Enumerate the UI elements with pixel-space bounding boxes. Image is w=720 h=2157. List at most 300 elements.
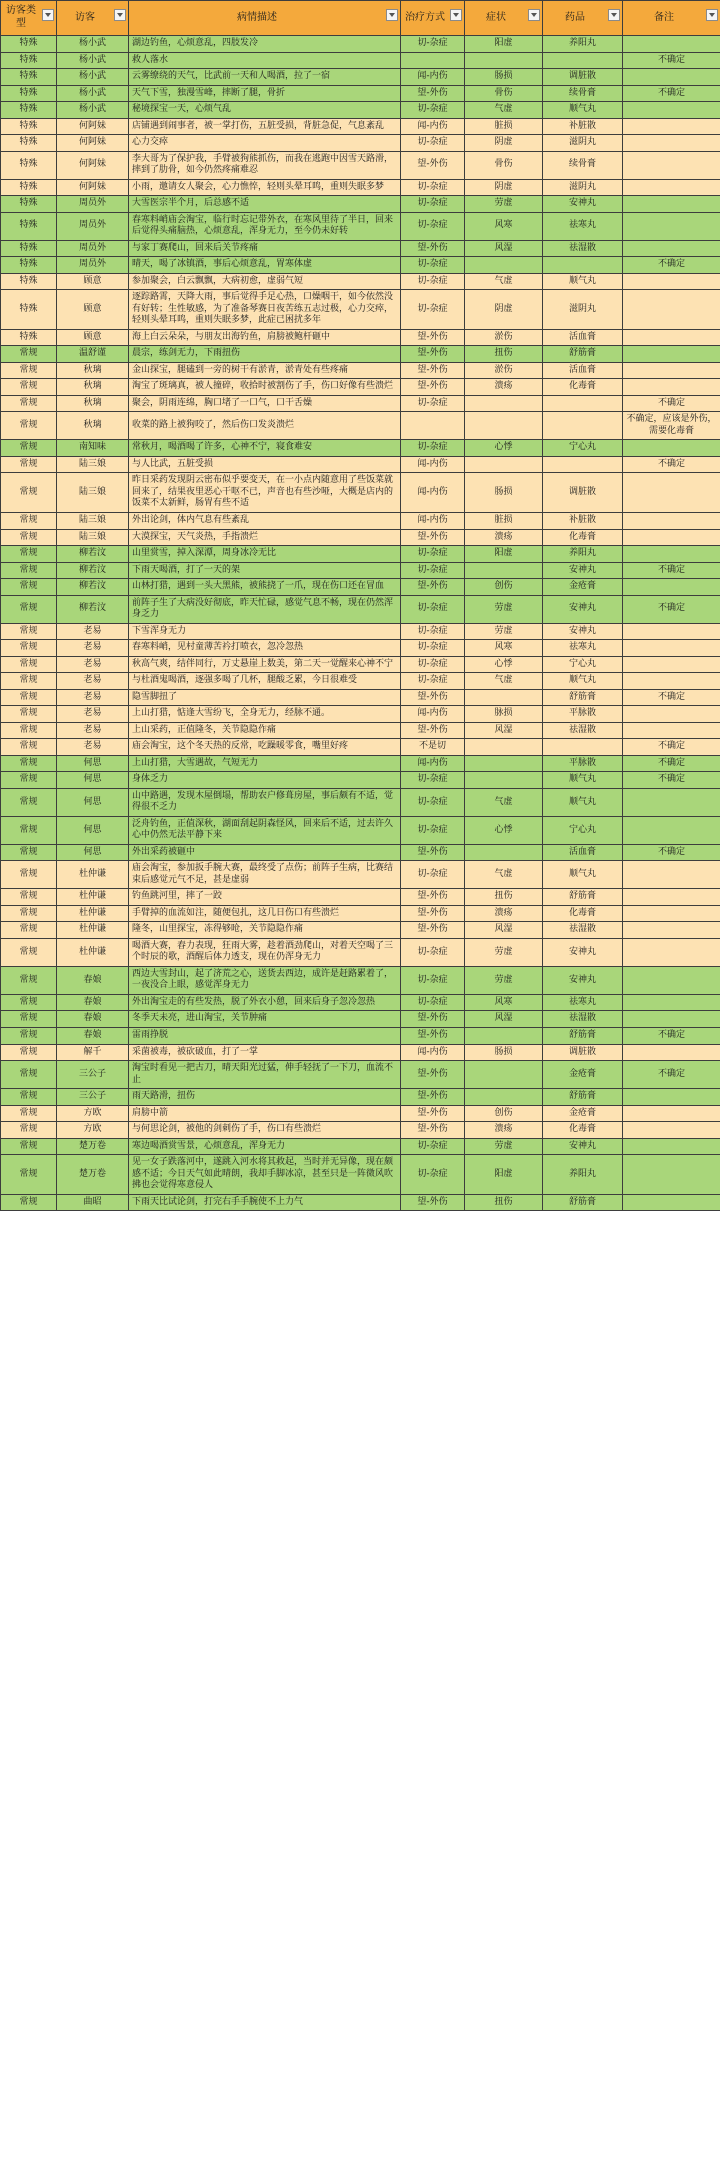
cell-visitor-type[interactable]: 常规 bbox=[1, 346, 57, 363]
cell-symptom[interactable]: 肠损 bbox=[465, 69, 543, 86]
cell-treatment[interactable]: 望-外伤 bbox=[401, 529, 465, 546]
cell-visitor[interactable]: 三公子 bbox=[57, 1061, 129, 1089]
cell-visitor[interactable]: 陆三娘 bbox=[57, 529, 129, 546]
cell-visitor-type[interactable]: 常规 bbox=[1, 473, 57, 513]
cell-symptom[interactable]: 骨伤 bbox=[465, 85, 543, 102]
cell-medicine[interactable]: 顺气丸 bbox=[543, 273, 623, 290]
cell-visitor-type[interactable]: 常规 bbox=[1, 512, 57, 529]
cell-visitor-type[interactable]: 特殊 bbox=[1, 179, 57, 196]
cell-note[interactable] bbox=[623, 938, 720, 966]
cell-treatment[interactable]: 望-外伤 bbox=[401, 1011, 465, 1028]
cell-treatment[interactable]: 望-外伤 bbox=[401, 1061, 465, 1089]
cell-note[interactable] bbox=[623, 473, 720, 513]
cell-description[interactable]: 上山打猎，惦逢大雪纷飞，全身无力，经脉不通。 bbox=[129, 706, 401, 723]
cell-description[interactable]: 冬季天未亮，进山淘宝，关节肿痛 bbox=[129, 1011, 401, 1028]
cell-treatment[interactable]: 切-杂症 bbox=[401, 440, 465, 457]
cell-treatment[interactable]: 望-外伤 bbox=[401, 85, 465, 102]
cell-visitor[interactable]: 春娘 bbox=[57, 994, 129, 1011]
cell-medicine[interactable]: 活血膏 bbox=[543, 329, 623, 346]
cell-visitor-type[interactable]: 常规 bbox=[1, 861, 57, 889]
cell-description[interactable]: 秋高气爽，结伴同行，万丈悬崖上数美，第二天一觉醒来心神不宁 bbox=[129, 656, 401, 673]
cell-note[interactable]: 不确定 bbox=[623, 85, 720, 102]
cell-note[interactable] bbox=[623, 362, 720, 379]
cell-description[interactable]: 大雪医宗半个月，后总感不适 bbox=[129, 196, 401, 213]
cell-visitor-type[interactable]: 特殊 bbox=[1, 273, 57, 290]
cell-symptom[interactable] bbox=[465, 257, 543, 274]
cell-medicine[interactable]: 祛寒丸 bbox=[543, 212, 623, 240]
cell-visitor[interactable]: 方欧 bbox=[57, 1105, 129, 1122]
cell-visitor[interactable]: 杨小武 bbox=[57, 102, 129, 119]
cell-description[interactable]: 天气下雪，独漫雪峰，摔断了腿，骨折 bbox=[129, 85, 401, 102]
cell-visitor-type[interactable]: 特殊 bbox=[1, 290, 57, 330]
cell-treatment[interactable]: 望-外伤 bbox=[401, 722, 465, 739]
cell-symptom[interactable]: 风湿 bbox=[465, 240, 543, 257]
cell-symptom[interactable]: 劳虚 bbox=[465, 966, 543, 994]
cell-treatment[interactable] bbox=[401, 52, 465, 69]
cell-medicine[interactable]: 安神丸 bbox=[543, 595, 623, 623]
cell-medicine[interactable]: 平脉散 bbox=[543, 706, 623, 723]
cell-description[interactable]: 山里赏雪，掉入深潭，周身冰冷无比 bbox=[129, 546, 401, 563]
cell-note[interactable]: 不确定 bbox=[623, 844, 720, 861]
cell-visitor[interactable]: 何阿妹 bbox=[57, 118, 129, 135]
cell-medicine[interactable]: 安神丸 bbox=[543, 938, 623, 966]
cell-medicine[interactable] bbox=[543, 395, 623, 412]
cell-treatment[interactable]: 切-杂症 bbox=[401, 595, 465, 623]
cell-symptom[interactable]: 气虚 bbox=[465, 861, 543, 889]
cell-description[interactable]: 西边大雪封山，起了济荒之心，送货去西边，成许是赶路累着了，一夜没合上眼，感觉浑身无力 bbox=[129, 966, 401, 994]
cell-symptom[interactable]: 心悸 bbox=[465, 440, 543, 457]
cell-note[interactable] bbox=[623, 1194, 720, 1211]
cell-medicine[interactable]: 化毒膏 bbox=[543, 379, 623, 396]
cell-visitor[interactable]: 何思 bbox=[57, 844, 129, 861]
cell-treatment[interactable]: 切-杂症 bbox=[401, 938, 465, 966]
cell-medicine[interactable]: 调脏散 bbox=[543, 473, 623, 513]
cell-symptom[interactable]: 淤伤 bbox=[465, 329, 543, 346]
cell-treatment[interactable]: 望-外伤 bbox=[401, 844, 465, 861]
cell-treatment[interactable]: 切-杂症 bbox=[401, 212, 465, 240]
cell-note[interactable] bbox=[623, 1044, 720, 1061]
cell-description[interactable]: 参加聚会，白云飘飘，大病初愈，虚弱气短 bbox=[129, 273, 401, 290]
cell-visitor-type[interactable]: 常规 bbox=[1, 395, 57, 412]
cell-treatment[interactable]: 切-杂症 bbox=[401, 1138, 465, 1155]
cell-visitor[interactable]: 柳若汶 bbox=[57, 579, 129, 596]
cell-treatment[interactable]: 切-杂症 bbox=[401, 656, 465, 673]
cell-note[interactable] bbox=[623, 1089, 720, 1106]
cell-medicine[interactable]: 舒筋膏 bbox=[543, 889, 623, 906]
cell-treatment[interactable]: 切-杂症 bbox=[401, 257, 465, 274]
cell-note[interactable] bbox=[623, 329, 720, 346]
cell-treatment[interactable]: 闻-内伤 bbox=[401, 69, 465, 86]
cell-visitor-type[interactable]: 常规 bbox=[1, 529, 57, 546]
cell-medicine[interactable]: 安神丸 bbox=[543, 1138, 623, 1155]
cell-medicine[interactable]: 祛湿散 bbox=[543, 722, 623, 739]
cell-note[interactable] bbox=[623, 118, 720, 135]
cell-visitor[interactable]: 何阿妹 bbox=[57, 179, 129, 196]
cell-visitor-type[interactable]: 常规 bbox=[1, 456, 57, 473]
cell-note[interactable] bbox=[623, 706, 720, 723]
cell-visitor-type[interactable]: 常规 bbox=[1, 938, 57, 966]
cell-visitor[interactable]: 解千 bbox=[57, 1044, 129, 1061]
cell-medicine[interactable]: 补脏散 bbox=[543, 118, 623, 135]
cell-description[interactable]: 海上白云朵朵，与朋友出海钓鱼，肩膀被鲍杆砸中 bbox=[129, 329, 401, 346]
cell-symptom[interactable]: 扭伤 bbox=[465, 1194, 543, 1211]
cell-visitor[interactable]: 周员外 bbox=[57, 257, 129, 274]
cell-visitor[interactable]: 何阿妹 bbox=[57, 151, 129, 179]
cell-symptom[interactable]: 扭伤 bbox=[465, 889, 543, 906]
cell-treatment[interactable]: 切-杂症 bbox=[401, 562, 465, 579]
cell-visitor-type[interactable]: 常规 bbox=[1, 922, 57, 939]
cell-medicine[interactable]: 养阳丸 bbox=[543, 546, 623, 563]
cell-description[interactable]: 喝酒大赛，舂力表现，狂雨大雾，趁着酒劲爬山，对着天空喝了三个时辰的歌，酒醒后体力透支，现在仍浑身无力 bbox=[129, 938, 401, 966]
cell-symptom[interactable]: 劳虚 bbox=[465, 595, 543, 623]
cell-description[interactable]: 外出采药被砸中 bbox=[129, 844, 401, 861]
cell-description[interactable]: 淘宝了斑璃真，被人撞碎，收拾时被割伤了手，伤口好像有些溃烂 bbox=[129, 379, 401, 396]
cell-visitor[interactable]: 老易 bbox=[57, 640, 129, 657]
cell-note[interactable]: 不确定 bbox=[623, 395, 720, 412]
cell-medicine[interactable]: 活血膏 bbox=[543, 844, 623, 861]
cell-visitor[interactable]: 老易 bbox=[57, 739, 129, 756]
cell-visitor[interactable]: 周员外 bbox=[57, 196, 129, 213]
cell-symptom[interactable]: 阳虚 bbox=[465, 546, 543, 563]
cell-treatment[interactable]: 闻-内伤 bbox=[401, 118, 465, 135]
cell-visitor-type[interactable]: 特殊 bbox=[1, 85, 57, 102]
cell-note[interactable]: 不确定 bbox=[623, 739, 720, 756]
cell-visitor[interactable]: 何思 bbox=[57, 816, 129, 844]
cell-treatment[interactable]: 切-杂症 bbox=[401, 966, 465, 994]
cell-visitor-type[interactable]: 常规 bbox=[1, 1061, 57, 1089]
cell-visitor[interactable]: 柳若汶 bbox=[57, 546, 129, 563]
cell-visitor-type[interactable]: 常规 bbox=[1, 546, 57, 563]
cell-visitor-type[interactable]: 常规 bbox=[1, 1138, 57, 1155]
cell-symptom[interactable]: 淤伤 bbox=[465, 362, 543, 379]
cell-symptom[interactable] bbox=[465, 755, 543, 772]
cell-note[interactable] bbox=[623, 273, 720, 290]
cell-visitor[interactable]: 陆三娘 bbox=[57, 473, 129, 513]
cell-visitor-type[interactable]: 常规 bbox=[1, 362, 57, 379]
cell-note[interactable] bbox=[623, 512, 720, 529]
cell-visitor[interactable]: 何思 bbox=[57, 772, 129, 789]
cell-symptom[interactable] bbox=[465, 844, 543, 861]
cell-medicine[interactable]: 化毒膏 bbox=[543, 529, 623, 546]
cell-treatment[interactable]: 切-杂症 bbox=[401, 179, 465, 196]
cell-visitor[interactable]: 秋璃 bbox=[57, 395, 129, 412]
cell-description[interactable]: 与何思论剑，被他的剑刺伤了手，伤口有些溃烂 bbox=[129, 1122, 401, 1139]
cell-treatment[interactable]: 切-杂症 bbox=[401, 623, 465, 640]
cell-treatment[interactable]: 望-外伤 bbox=[401, 1122, 465, 1139]
cell-visitor-type[interactable]: 常规 bbox=[1, 640, 57, 657]
cell-visitor[interactable]: 杜仲谦 bbox=[57, 938, 129, 966]
cell-medicine[interactable]: 顺气丸 bbox=[543, 102, 623, 119]
cell-treatment[interactable]: 闻-内伤 bbox=[401, 755, 465, 772]
cell-description[interactable]: 隐雪脚扭了 bbox=[129, 689, 401, 706]
cell-symptom[interactable]: 溃疡 bbox=[465, 529, 543, 546]
cell-symptom[interactable]: 脉损 bbox=[465, 706, 543, 723]
cell-visitor[interactable]: 老易 bbox=[57, 706, 129, 723]
cell-visitor[interactable]: 春娘 bbox=[57, 1011, 129, 1028]
cell-visitor[interactable]: 顾意 bbox=[57, 329, 129, 346]
cell-treatment[interactable]: 望-外伤 bbox=[401, 689, 465, 706]
cell-symptom[interactable]: 阴虚 bbox=[465, 290, 543, 330]
cell-note[interactable] bbox=[623, 994, 720, 1011]
cell-symptom[interactable]: 阴虚 bbox=[465, 179, 543, 196]
cell-visitor-type[interactable]: 特殊 bbox=[1, 52, 57, 69]
cell-treatment[interactable]: 望-外伤 bbox=[401, 362, 465, 379]
cell-medicine[interactable]: 安神丸 bbox=[543, 196, 623, 213]
cell-visitor[interactable]: 杜仲谦 bbox=[57, 905, 129, 922]
cell-medicine[interactable]: 养阳丸 bbox=[543, 1155, 623, 1195]
cell-symptom[interactable]: 气虚 bbox=[465, 273, 543, 290]
cell-note[interactable] bbox=[623, 788, 720, 816]
cell-description[interactable]: 春寒料峭，见村童薄苦衿打喷衣，忽冷忽热 bbox=[129, 640, 401, 657]
cell-description[interactable]: 下雨天比试论剑，打完右手手腕使不上力气 bbox=[129, 1194, 401, 1211]
cell-symptom[interactable] bbox=[465, 689, 543, 706]
cell-note[interactable] bbox=[623, 546, 720, 563]
cell-visitor-type[interactable]: 常规 bbox=[1, 1194, 57, 1211]
cell-treatment[interactable]: 望-外伤 bbox=[401, 579, 465, 596]
cell-visitor-type[interactable]: 常规 bbox=[1, 623, 57, 640]
cell-treatment[interactable]: 切-杂症 bbox=[401, 36, 465, 53]
cell-medicine[interactable]: 祛湿散 bbox=[543, 240, 623, 257]
cell-visitor[interactable]: 杨小武 bbox=[57, 69, 129, 86]
cell-note[interactable] bbox=[623, 966, 720, 994]
cell-treatment[interactable] bbox=[401, 412, 465, 440]
cell-symptom[interactable]: 溃疡 bbox=[465, 905, 543, 922]
cell-treatment[interactable]: 切-杂症 bbox=[401, 196, 465, 213]
cell-visitor-type[interactable]: 常规 bbox=[1, 595, 57, 623]
cell-note[interactable] bbox=[623, 440, 720, 457]
cell-symptom[interactable]: 肠损 bbox=[465, 1044, 543, 1061]
cell-note[interactable] bbox=[623, 1122, 720, 1139]
cell-visitor-type[interactable]: 常规 bbox=[1, 440, 57, 457]
cell-note[interactable] bbox=[623, 673, 720, 690]
cell-description[interactable]: 上山采药，正值隆冬，关节隐隐作痛 bbox=[129, 722, 401, 739]
cell-note[interactable] bbox=[623, 196, 720, 213]
cell-description[interactable]: 寒边喝酒赏雪景，心烦意乱，浑身无力 bbox=[129, 1138, 401, 1155]
cell-medicine[interactable]: 金疮膏 bbox=[543, 579, 623, 596]
cell-description[interactable]: 庙会淘宝，参加扳手腕大赛，最终受了点伤；前阵子生病，比赛结束后感觉元气不足，甚是虚弱 bbox=[129, 861, 401, 889]
cell-treatment[interactable]: 切-杂症 bbox=[401, 772, 465, 789]
cell-treatment[interactable]: 闻-内伤 bbox=[401, 512, 465, 529]
cell-note[interactable] bbox=[623, 889, 720, 906]
cell-visitor[interactable]: 杨小武 bbox=[57, 52, 129, 69]
cell-treatment[interactable]: 切-杂症 bbox=[401, 273, 465, 290]
cell-treatment[interactable]: 望-外伤 bbox=[401, 922, 465, 939]
cell-treatment[interactable]: 不是切 bbox=[401, 739, 465, 756]
cell-description[interactable]: 金山探宝，腿磕到一旁的树干有淤青，淤青处有些疼痛 bbox=[129, 362, 401, 379]
cell-medicine[interactable]: 化毒膏 bbox=[543, 1122, 623, 1139]
cell-visitor-type[interactable]: 常规 bbox=[1, 966, 57, 994]
cell-note[interactable] bbox=[623, 1138, 720, 1155]
cell-description[interactable]: 小雨，邀请女人聚会，心力憔悴，轻则头晕耳鸣，重则失眠多梦 bbox=[129, 179, 401, 196]
cell-visitor[interactable]: 春娘 bbox=[57, 966, 129, 994]
cell-description[interactable]: 采菌被毒，被砍破血，打了一掌 bbox=[129, 1044, 401, 1061]
cell-medicine[interactable]: 舒筋膏 bbox=[543, 1194, 623, 1211]
cell-symptom[interactable] bbox=[465, 456, 543, 473]
cell-description[interactable]: 与人比武，五脏受损 bbox=[129, 456, 401, 473]
cell-visitor-type[interactable]: 特殊 bbox=[1, 102, 57, 119]
cell-visitor-type[interactable]: 常规 bbox=[1, 1105, 57, 1122]
cell-description[interactable]: 外出论剑，体内气息有些紊乱 bbox=[129, 512, 401, 529]
cell-note[interactable] bbox=[623, 905, 720, 922]
cell-symptom[interactable]: 风湿 bbox=[465, 1011, 543, 1028]
cell-note[interactable] bbox=[623, 346, 720, 363]
cell-medicine[interactable]: 舒筋膏 bbox=[543, 689, 623, 706]
cell-visitor-type[interactable]: 特殊 bbox=[1, 196, 57, 213]
cell-note[interactable]: 不确定 bbox=[623, 772, 720, 789]
cell-visitor[interactable]: 老易 bbox=[57, 689, 129, 706]
cell-note[interactable] bbox=[623, 816, 720, 844]
cell-visitor[interactable]: 秋璃 bbox=[57, 362, 129, 379]
cell-visitor[interactable]: 顾意 bbox=[57, 273, 129, 290]
cell-treatment[interactable]: 切-杂症 bbox=[401, 1155, 465, 1195]
cell-note[interactable] bbox=[623, 623, 720, 640]
cell-medicine[interactable]: 安神丸 bbox=[543, 966, 623, 994]
cell-medicine[interactable]: 舒筋膏 bbox=[543, 346, 623, 363]
cell-description[interactable]: 手臂掉的血流如注，随便包扎，这几日伤口有些溃烂 bbox=[129, 905, 401, 922]
cell-visitor-type[interactable]: 常规 bbox=[1, 905, 57, 922]
cell-symptom[interactable] bbox=[465, 1028, 543, 1045]
cell-description[interactable]: 常秋月，喝酒喝了许多，心神不宁，寝食难安 bbox=[129, 440, 401, 457]
cell-treatment[interactable]: 望-外伤 bbox=[401, 905, 465, 922]
cell-visitor-type[interactable]: 常规 bbox=[1, 579, 57, 596]
cell-description[interactable]: 下雨天喝酒，打了一天的架 bbox=[129, 562, 401, 579]
cell-visitor[interactable]: 柳若汶 bbox=[57, 595, 129, 623]
cell-description[interactable]: 肩膀中箭 bbox=[129, 1105, 401, 1122]
cell-symptom[interactable]: 创伤 bbox=[465, 1105, 543, 1122]
cell-note[interactable] bbox=[623, 212, 720, 240]
cell-description[interactable]: 救人落水 bbox=[129, 52, 401, 69]
cell-description[interactable]: 淘宝时看见一把古刀，晴天阳光过猛，伸手轻抚了一下刀，血流不止 bbox=[129, 1061, 401, 1089]
cell-medicine[interactable]: 补脏散 bbox=[543, 512, 623, 529]
cell-description[interactable]: 钓鱼跳河里，摔了一跤 bbox=[129, 889, 401, 906]
cell-visitor-type[interactable]: 常规 bbox=[1, 772, 57, 789]
cell-treatment[interactable]: 望-外伤 bbox=[401, 379, 465, 396]
cell-treatment[interactable]: 切-杂症 bbox=[401, 861, 465, 889]
filter-dropdown-icon[interactable] bbox=[114, 9, 126, 21]
cell-visitor[interactable]: 南知味 bbox=[57, 440, 129, 457]
cell-description[interactable]: 晴天，喝了冰镇酒，事后心烦意乱，胃寒体虚 bbox=[129, 257, 401, 274]
cell-visitor[interactable]: 方欧 bbox=[57, 1122, 129, 1139]
cell-description[interactable]: 前阵子生了大病没好彻底，昨天忙碌，感觉气息不畅，现在仍然浑身乏力 bbox=[129, 595, 401, 623]
cell-description[interactable]: 与杜酒鬼喝酒，逐强多喝了几杯，腿酸乏累，今日很难受 bbox=[129, 673, 401, 690]
cell-note[interactable] bbox=[623, 179, 720, 196]
cell-treatment[interactable]: 望-外伤 bbox=[401, 1028, 465, 1045]
cell-description[interactable]: 聚会，阴雨连绵，胸口堵了一口气，口干舌燥 bbox=[129, 395, 401, 412]
cell-visitor-type[interactable]: 特殊 bbox=[1, 151, 57, 179]
cell-visitor-type[interactable]: 特殊 bbox=[1, 69, 57, 86]
cell-treatment[interactable]: 切-杂症 bbox=[401, 788, 465, 816]
cell-note[interactable]: 不确定 bbox=[623, 755, 720, 772]
filter-dropdown-icon[interactable] bbox=[528, 9, 540, 21]
filter-dropdown-icon[interactable] bbox=[386, 9, 398, 21]
cell-treatment[interactable]: 切-杂症 bbox=[401, 546, 465, 563]
cell-note[interactable] bbox=[623, 861, 720, 889]
cell-description[interactable]: 见一女子跌落河中，遂跳入河水将其救起，当时并无异像，现在颇感不适；今日天气如此晴朗，我却手脚冰凉，甚至只是一阵微风吹拂也会觉得寒意侵人 bbox=[129, 1155, 401, 1195]
cell-treatment[interactable]: 闻-内伤 bbox=[401, 456, 465, 473]
cell-visitor[interactable]: 周员外 bbox=[57, 212, 129, 240]
cell-medicine[interactable]: 安神丸 bbox=[543, 562, 623, 579]
cell-description[interactable]: 外出淘宝走的有些发热，脱了外衣小憩，回来后身子忽冷忽热 bbox=[129, 994, 401, 1011]
cell-symptom[interactable]: 溃疡 bbox=[465, 379, 543, 396]
cell-symptom[interactable]: 劳虚 bbox=[465, 938, 543, 966]
cell-medicine[interactable]: 顺气丸 bbox=[543, 772, 623, 789]
filter-dropdown-icon[interactable] bbox=[608, 9, 620, 21]
cell-medicine[interactable]: 滋阴丸 bbox=[543, 135, 623, 152]
cell-symptom[interactable] bbox=[465, 1061, 543, 1089]
cell-symptom[interactable] bbox=[465, 772, 543, 789]
cell-symptom[interactable]: 风寒 bbox=[465, 640, 543, 657]
cell-note[interactable] bbox=[623, 379, 720, 396]
cell-visitor-type[interactable]: 常规 bbox=[1, 788, 57, 816]
cell-medicine[interactable]: 顺气丸 bbox=[543, 861, 623, 889]
cell-symptom[interactable]: 心悸 bbox=[465, 656, 543, 673]
filter-dropdown-icon[interactable] bbox=[450, 9, 462, 21]
cell-visitor-type[interactable]: 特殊 bbox=[1, 240, 57, 257]
cell-description[interactable]: 湖边钓鱼，心烦意乱，四肢发冷 bbox=[129, 36, 401, 53]
filter-dropdown-icon[interactable] bbox=[706, 9, 718, 21]
cell-symptom[interactable]: 脏损 bbox=[465, 118, 543, 135]
cell-medicine[interactable] bbox=[543, 739, 623, 756]
cell-visitor-type[interactable]: 常规 bbox=[1, 379, 57, 396]
cell-visitor-type[interactable]: 常规 bbox=[1, 844, 57, 861]
cell-treatment[interactable]: 切-杂症 bbox=[401, 135, 465, 152]
cell-note[interactable]: 不确定 bbox=[623, 456, 720, 473]
cell-note[interactable] bbox=[623, 135, 720, 152]
cell-treatment[interactable]: 望-外伤 bbox=[401, 1105, 465, 1122]
cell-medicine[interactable]: 滋阴丸 bbox=[543, 290, 623, 330]
cell-visitor-type[interactable]: 常规 bbox=[1, 1089, 57, 1106]
cell-medicine[interactable]: 调脏散 bbox=[543, 69, 623, 86]
cell-medicine[interactable]: 金疮膏 bbox=[543, 1105, 623, 1122]
cell-treatment[interactable]: 望-外伤 bbox=[401, 240, 465, 257]
cell-note[interactable]: 不确定 bbox=[623, 1028, 720, 1045]
cell-description[interactable]: 心力交瘁 bbox=[129, 135, 401, 152]
cell-description[interactable]: 李大哥为了保护我，手臂被狗熊抓伤，而我在逃跑中因雪天路滑，摔到了肋骨，如今仍然疼痛难忍 bbox=[129, 151, 401, 179]
filter-dropdown-icon[interactable] bbox=[42, 9, 54, 21]
cell-description[interactable]: 昨日采药发现阴云密布似乎要变天，在一小点内随意用了些饭菜就回来了，结果夜里恶心干呕不已，声音也有些沙哑，大概是店内的饭菜不太新鲜，肠胃有些不适 bbox=[129, 473, 401, 513]
cell-treatment[interactable]: 闻-内伤 bbox=[401, 706, 465, 723]
cell-symptom[interactable] bbox=[465, 52, 543, 69]
cell-symptom[interactable]: 风湿 bbox=[465, 922, 543, 939]
cell-medicine[interactable]: 舒筋膏 bbox=[543, 1028, 623, 1045]
cell-note[interactable]: 不确定 bbox=[623, 562, 720, 579]
cell-visitor-type[interactable]: 常规 bbox=[1, 689, 57, 706]
cell-treatment[interactable]: 闻-内伤 bbox=[401, 473, 465, 513]
cell-note[interactable] bbox=[623, 69, 720, 86]
cell-medicine[interactable]: 金疮膏 bbox=[543, 1061, 623, 1089]
cell-symptom[interactable]: 阳虚 bbox=[465, 36, 543, 53]
cell-note[interactable]: 不确定 bbox=[623, 1061, 720, 1089]
cell-medicine[interactable]: 平脉散 bbox=[543, 755, 623, 772]
cell-note[interactable] bbox=[623, 240, 720, 257]
cell-description[interactable]: 春寒料峭庙会淘宝，临行时忘记带外衣，在寒风里待了半日，回来后觉得头痛脑热，心烦意乱，浑身无力，至今仍未好转 bbox=[129, 212, 401, 240]
cell-symptom[interactable]: 劳虚 bbox=[465, 623, 543, 640]
cell-symptom[interactable]: 风寒 bbox=[465, 212, 543, 240]
cell-visitor[interactable]: 何思 bbox=[57, 788, 129, 816]
cell-note[interactable]: 不确定 bbox=[623, 52, 720, 69]
cell-visitor[interactable]: 何思 bbox=[57, 755, 129, 772]
cell-medicine[interactable] bbox=[543, 412, 623, 440]
cell-description[interactable]: 店铺遇到闹事者，被一掌打伤，五脏受损，背脏急促，气息紊乱 bbox=[129, 118, 401, 135]
cell-description[interactable]: 庙会淘宝，这个冬天热的反常，吃躁暖零食，嘴里好疼 bbox=[129, 739, 401, 756]
cell-treatment[interactable]: 闻-内伤 bbox=[401, 1044, 465, 1061]
cell-note[interactable] bbox=[623, 529, 720, 546]
cell-visitor-type[interactable]: 常规 bbox=[1, 739, 57, 756]
cell-visitor[interactable]: 三公子 bbox=[57, 1089, 129, 1106]
cell-note[interactable] bbox=[623, 1155, 720, 1195]
cell-visitor-type[interactable]: 常规 bbox=[1, 722, 57, 739]
cell-symptom[interactable]: 脏损 bbox=[465, 512, 543, 529]
